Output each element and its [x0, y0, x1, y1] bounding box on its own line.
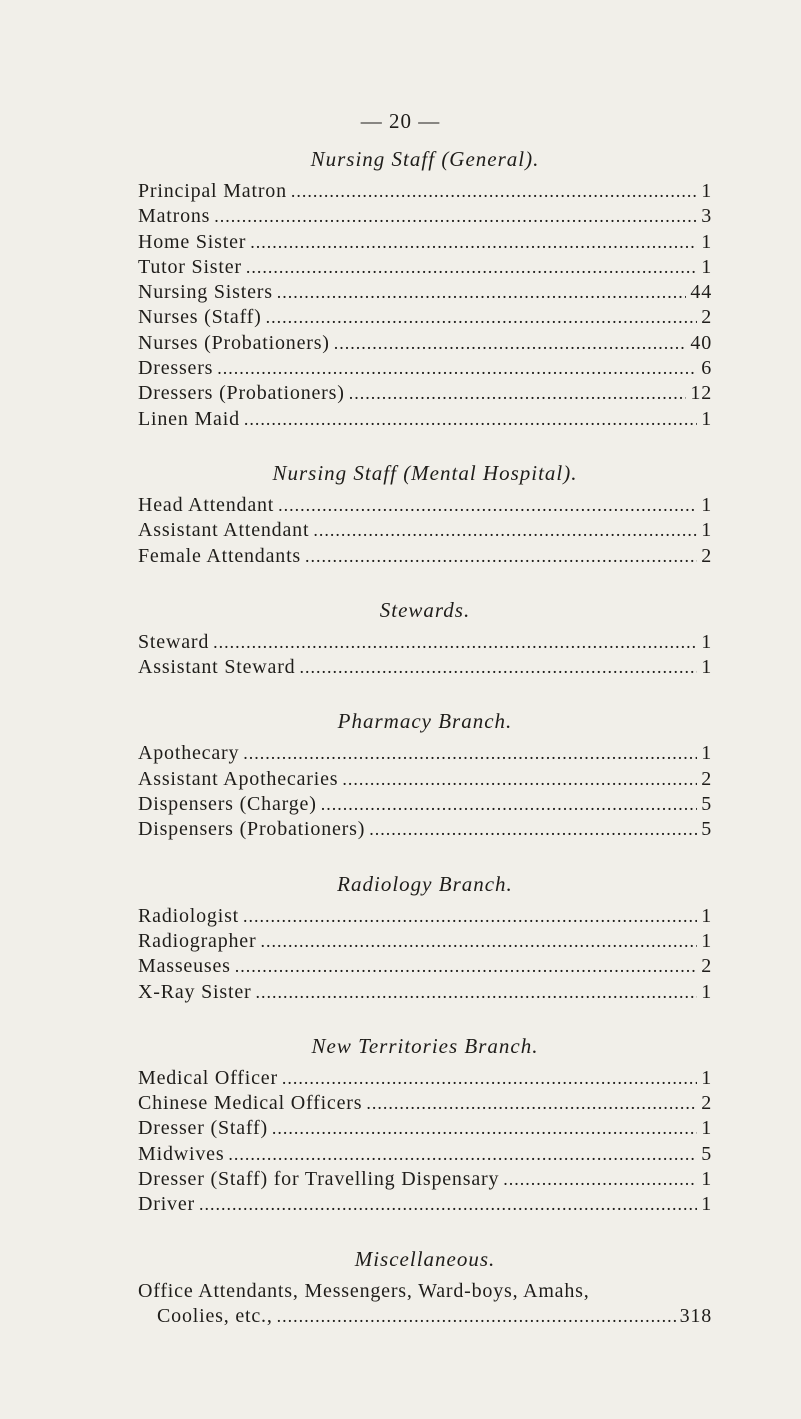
- section-title: Miscellaneous.: [354, 1246, 496, 1271]
- item-label: Nurses (Staff): [138, 306, 262, 329]
- item-label: Driver: [138, 1193, 195, 1216]
- item-count: 1: [701, 493, 712, 516]
- item-label: Nurses (Probationers): [138, 331, 330, 354]
- list-item: [138, 255, 712, 280]
- section-title: Nursing Staff (Mental Hospital).: [272, 460, 578, 485]
- item-label: Home Sister: [138, 230, 247, 253]
- list-item: [138, 1192, 712, 1217]
- list-item: [138, 741, 712, 766]
- item-label: Masseuses: [138, 955, 231, 978]
- list-item: [138, 493, 712, 518]
- list-item: [138, 305, 712, 330]
- item-label: Dressers (Probationers): [138, 382, 345, 405]
- section-title: Nursing Staff (General).: [310, 147, 540, 171]
- item-count: 1: [701, 255, 712, 278]
- item-label: Chinese Medical Officers: [138, 1092, 363, 1115]
- list-item: [138, 407, 712, 432]
- item-label: Tutor Sister: [138, 255, 242, 278]
- list-item: [138, 1167, 712, 1192]
- item-label: Midwives: [138, 1142, 225, 1165]
- list-item: [138, 980, 712, 1005]
- list-item: [138, 204, 712, 229]
- list-item: [138, 381, 712, 406]
- item-count: 1: [701, 1193, 712, 1216]
- item-count: 1: [701, 180, 712, 202]
- list-item: [138, 544, 712, 569]
- list-item: [138, 518, 712, 543]
- item-count: 1: [701, 980, 712, 1003]
- item-count: 2: [701, 955, 712, 978]
- item-label: Steward: [138, 630, 210, 653]
- list-item: [138, 655, 712, 680]
- item-count: 1: [701, 656, 712, 679]
- list-item: [138, 904, 712, 929]
- list-item: [138, 767, 712, 792]
- list-item: [138, 356, 712, 381]
- item-count: 40: [690, 331, 712, 354]
- item-count: 1: [701, 630, 712, 653]
- item-count: 1: [701, 407, 712, 430]
- list-item: [138, 1116, 712, 1141]
- section-radiology: [138, 870, 712, 1005]
- list-item: [138, 280, 712, 305]
- section-new-territories: [138, 1032, 712, 1218]
- list-item: [138, 179, 712, 204]
- item-count: 1: [701, 1168, 712, 1191]
- item-label: Assistant Attendant: [138, 519, 310, 542]
- item-label: Dispensers (Charge): [138, 793, 317, 816]
- item-count: 2: [701, 306, 712, 329]
- section-title: Pharmacy Branch.: [337, 709, 513, 734]
- item-label: Assistant Apothecaries: [138, 767, 339, 790]
- section-title: New Territories Branch.: [311, 1033, 539, 1058]
- item-count: 12: [690, 382, 712, 405]
- item-label: Matrons: [138, 205, 211, 228]
- item-label: Dressers: [138, 357, 214, 380]
- item-label: Assistant Steward: [138, 656, 296, 679]
- list-item: [138, 1142, 712, 1167]
- section-miscellaneous: [138, 1245, 712, 1330]
- item-label: Dispensers (Probationers): [138, 818, 366, 841]
- section-title: Stewards.: [379, 597, 471, 622]
- item-label: Medical Officer: [138, 1066, 278, 1089]
- section-stewards: [138, 596, 712, 681]
- section-pharmacy: [138, 707, 712, 842]
- item-label: Head Attendant: [138, 493, 275, 516]
- list-item: [138, 817, 712, 842]
- section-title: Radiology Branch.: [337, 871, 513, 896]
- item-count: 2: [701, 1092, 712, 1115]
- item-count: 3: [701, 205, 712, 228]
- list-item: [138, 929, 712, 954]
- staff-list: [138, 145, 712, 1329]
- item-label: Apothecary: [138, 742, 240, 765]
- item-count: 318: [679, 1304, 712, 1327]
- item-count: 1: [701, 904, 712, 927]
- item-count: 1: [701, 230, 712, 253]
- list-item: [138, 1066, 712, 1091]
- misc-description: Office Attendants, Messengers, Ward-boys, Amahs,: [138, 1279, 590, 1302]
- item-label: Dresser (Staff): [138, 1117, 268, 1140]
- item-count: 1: [701, 1066, 712, 1089]
- item-label: X-Ray Sister: [138, 980, 252, 1003]
- item-label: Dresser (Staff) for Travelling Dispensary: [138, 1168, 500, 1191]
- section-nursing-mental: [138, 459, 712, 569]
- list-item: [138, 630, 712, 655]
- item-label: Nursing Sisters: [138, 281, 273, 304]
- item-count: 44: [690, 281, 712, 304]
- list-item: [138, 230, 712, 255]
- item-count: 2: [701, 767, 712, 790]
- list-item: [138, 1304, 712, 1329]
- list-item: [138, 331, 712, 356]
- item-count: 5: [701, 1142, 712, 1165]
- item-count: 1: [701, 519, 712, 542]
- list-item: [138, 792, 712, 817]
- item-label: Coolies, etc.,: [157, 1304, 273, 1327]
- item-label: Principal Matron: [138, 180, 287, 202]
- page-number: — 20 —: [360, 109, 441, 133]
- item-count: 2: [701, 544, 712, 567]
- list-item: [138, 1091, 712, 1116]
- item-label: Radiologist: [138, 904, 240, 927]
- item-count: 1: [701, 742, 712, 765]
- item-label: Linen Maid: [138, 407, 240, 430]
- item-count: 1: [701, 929, 712, 952]
- item-label: Female Attendants: [138, 544, 302, 567]
- list-item: [138, 954, 712, 979]
- item-count: 1: [701, 1117, 712, 1140]
- item-count: 5: [701, 818, 712, 841]
- item-count: 5: [701, 793, 712, 816]
- section-nursing-general: [138, 145, 712, 432]
- item-label: Radiographer: [138, 929, 257, 952]
- item-count: 6: [701, 357, 712, 380]
